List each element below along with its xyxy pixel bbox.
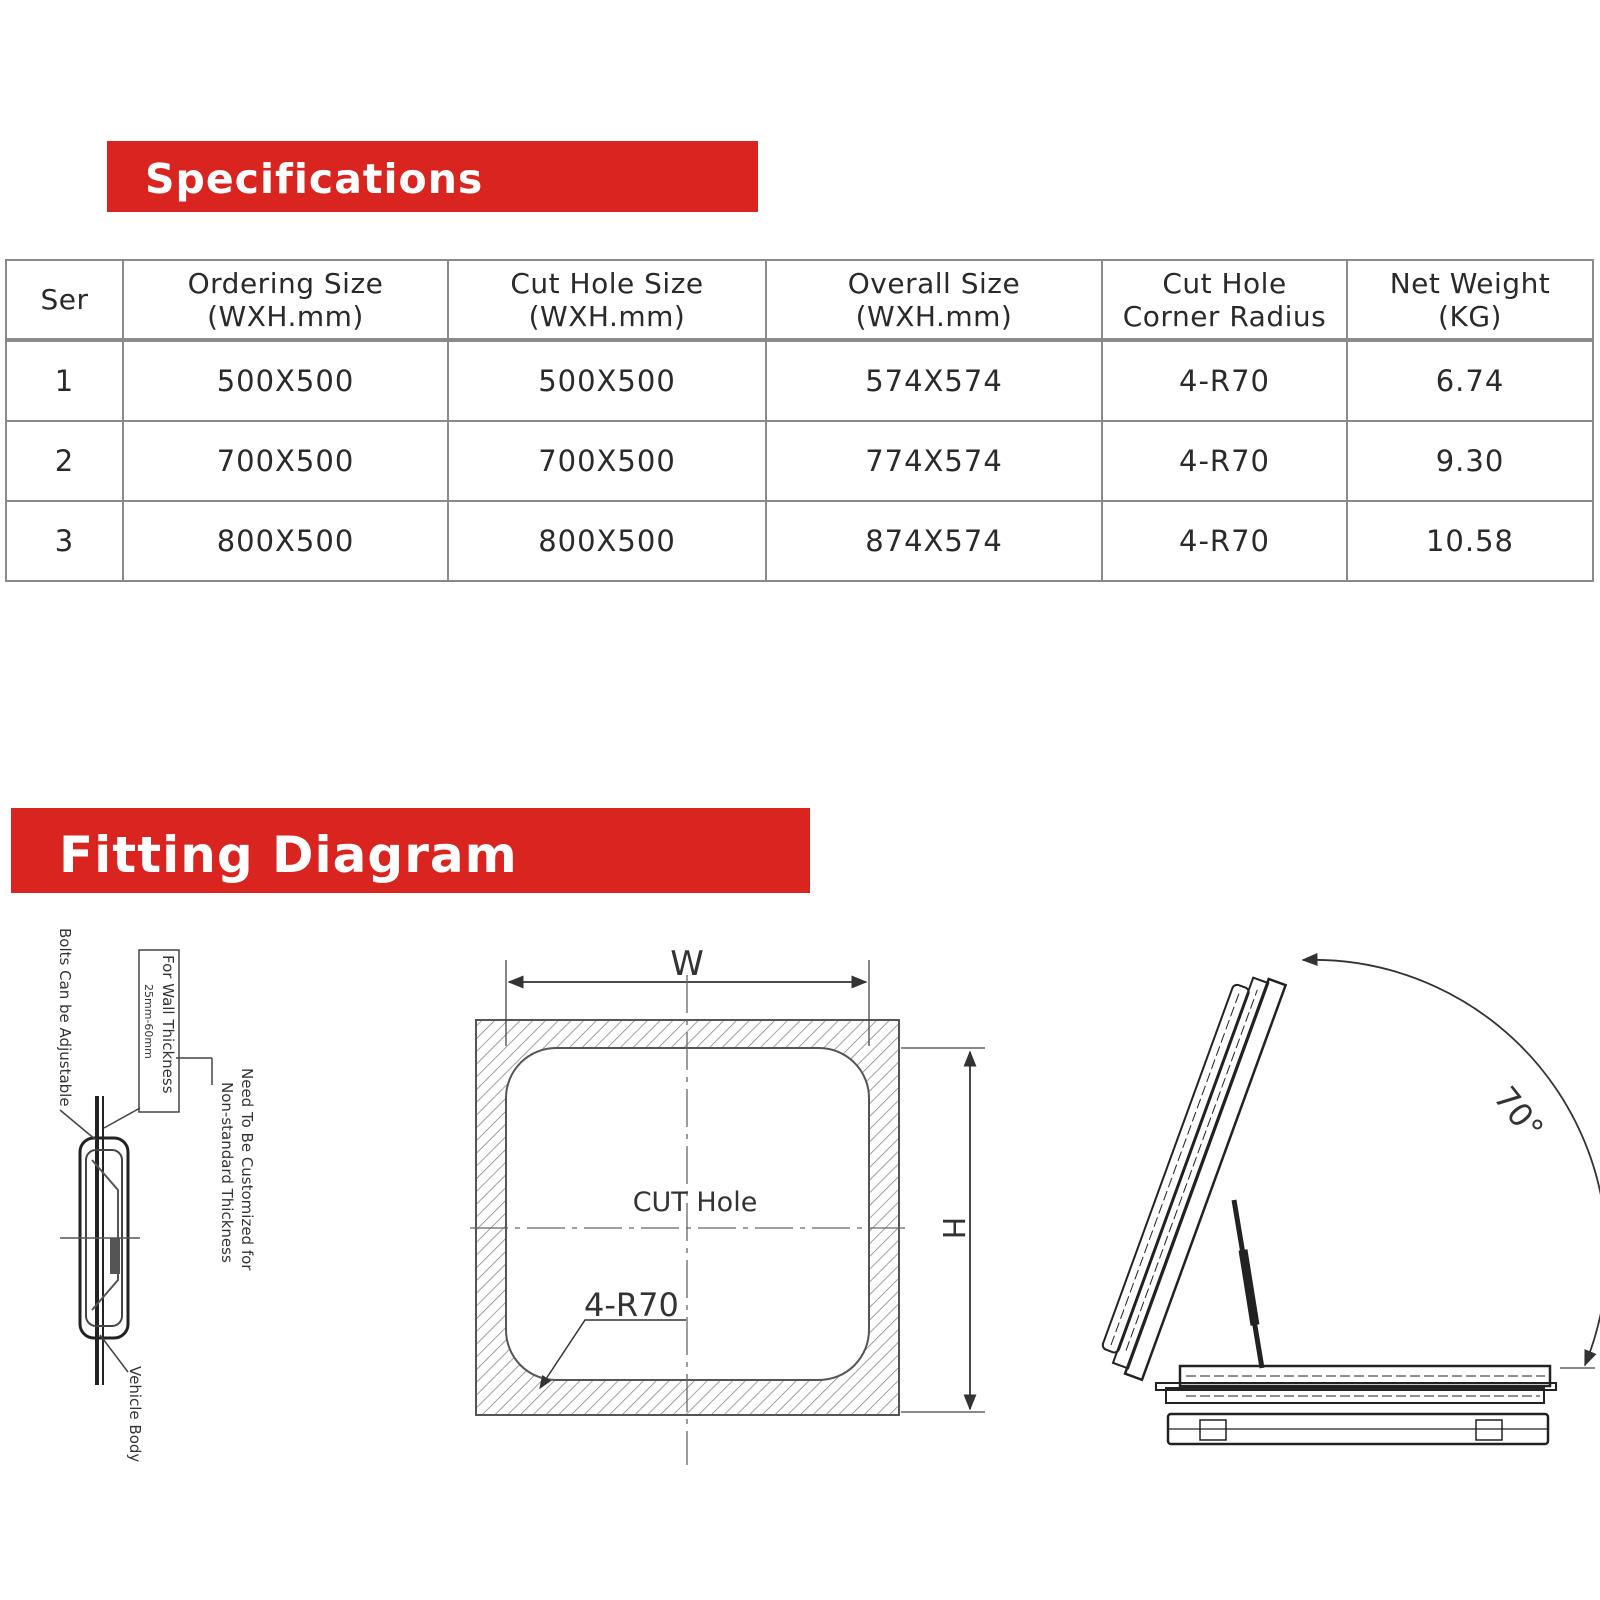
header-line-2: (WXH.mm): [855, 299, 1013, 333]
header-line-1: Ser: [40, 283, 89, 316]
header-line-1: Net Weight: [1389, 266, 1551, 300]
table-cell-ordering-size: 800X500: [123, 501, 448, 581]
table-cell-cut-hole-size: 700X500: [448, 421, 766, 501]
table-cell-corner-radius: 4-R70: [1102, 421, 1347, 501]
table-cell-ser: 1: [6, 340, 123, 421]
table-cell-net-weight: 6.74: [1347, 340, 1593, 421]
column-header-net-weight: [1347, 260, 1593, 340]
customized-label-line-2: Non-standard Thickness: [218, 1082, 236, 1263]
column-header-cut-hole-size: [448, 260, 766, 340]
leader-line: [104, 1108, 140, 1128]
vehicle-body-label: Vehicle Body: [126, 1366, 144, 1463]
header-line-2: (WXH.mm): [528, 299, 686, 333]
table-cell-overall-size: 774X574: [766, 421, 1102, 501]
corner-radius-label: 4-R70: [584, 1286, 679, 1324]
column-header-overall-size: [766, 260, 1102, 340]
table-cell-net-weight: 10.58: [1347, 501, 1593, 581]
table-header-row: [6, 260, 1593, 340]
cut-hole-drawing: [470, 944, 985, 1465]
base-frame: [1156, 1366, 1556, 1444]
angle-arc: [1303, 960, 1600, 1365]
wall-thickness-range: 25mm-60mm: [142, 984, 155, 1059]
bolt-block: [110, 1238, 120, 1274]
fitting-diagram: [0, 900, 1600, 1480]
header-line-1: Cut Hole Size: [510, 266, 704, 300]
table-cell-overall-size: 874X574: [766, 501, 1102, 581]
table-cell-corner-radius: 4-R70: [1102, 340, 1347, 421]
column-header-corner-radius: [1102, 260, 1347, 340]
bolts-adjustable-label: Bolts Can be Adjustable: [56, 928, 74, 1107]
leader-line: [100, 1335, 128, 1372]
table-cell-cut-hole-size: 500X500: [448, 340, 766, 421]
width-label: W: [670, 944, 704, 984]
table-cell-overall-size: 574X574: [766, 340, 1102, 421]
table-cell-net-weight: 9.30: [1347, 421, 1593, 501]
table-cell-ordering-size: 700X500: [123, 421, 448, 501]
table-cell-ordering-size: 500X500: [123, 340, 448, 421]
wall-thickness-label: For Wall Thickness: [159, 955, 177, 1094]
angle-label: 70°: [1486, 1079, 1552, 1148]
side-view-drawing: [56, 928, 256, 1462]
cut-hole-label: CUT Hole: [632, 1187, 758, 1218]
table-row: [6, 340, 1593, 421]
radius-leader-line: [540, 1320, 686, 1388]
header-line-1: Cut Hole: [1162, 266, 1287, 300]
header-line-2: (WXH.mm): [207, 299, 364, 333]
header-line-2: (KG): [1438, 299, 1502, 333]
table-cell-corner-radius: 4-R70: [1102, 501, 1347, 581]
header-line-2: Corner Radius: [1122, 299, 1327, 333]
table-cell-ser: 3: [6, 501, 123, 581]
fitting-diagram-heading: Fitting Diagram: [11, 808, 810, 893]
table-cell-ser: 2: [6, 421, 123, 501]
height-label: H: [935, 1216, 970, 1240]
specifications-heading: Specifications: [107, 141, 758, 212]
header-line-1: Ordering Size: [187, 266, 384, 300]
opening-angle-drawing: [1096, 960, 1600, 1444]
gas-strut-body: [1243, 1250, 1255, 1325]
table-row: [6, 501, 1593, 581]
leader-line: [60, 1110, 96, 1140]
customized-label-line-1: Need To Be Customized for: [238, 1068, 256, 1271]
specifications-table: [5, 259, 1594, 582]
header-line-1: Overall Size: [847, 266, 1021, 300]
column-header-ordering-size: [123, 260, 448, 340]
table-cell-cut-hole-size: 800X500: [448, 501, 766, 581]
table-row: [6, 421, 1593, 501]
column-header-ser: [6, 260, 123, 340]
